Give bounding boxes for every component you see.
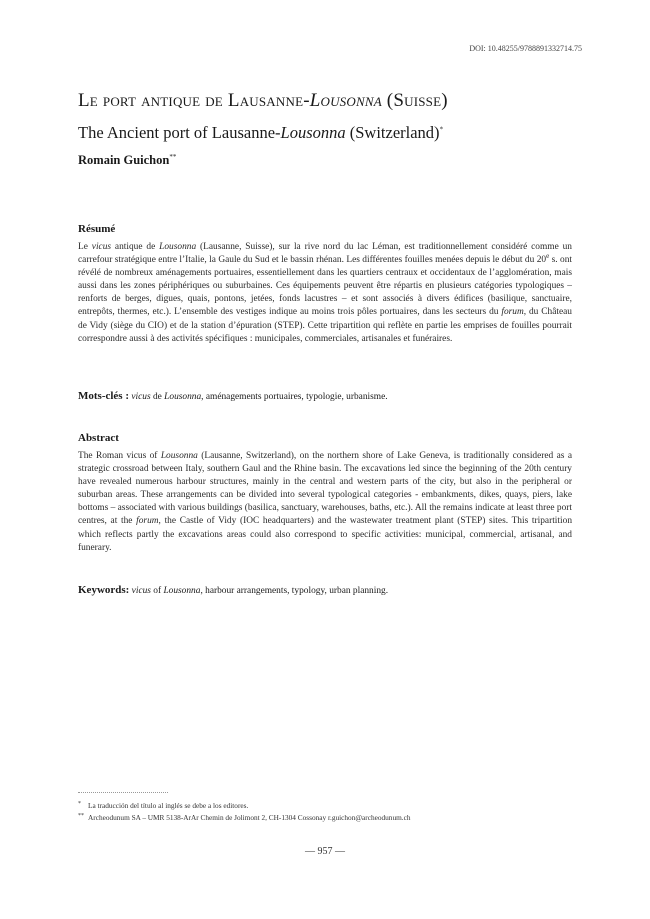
resume-text-1: Le (78, 242, 92, 252)
footnote-1-mark: * (78, 801, 81, 807)
title-french-italic: Lousonna (309, 90, 382, 111)
mots-cles-1: vicus (131, 392, 151, 402)
keywords (78, 584, 572, 598)
abstract-text-4: forum (136, 516, 159, 527)
keywords-3: Lousonna (163, 586, 201, 596)
footnote-2 (78, 813, 410, 822)
mots-cles (78, 390, 572, 404)
title-english (78, 123, 443, 143)
abstract-text-5: , the Castle of Vidy (IOC headquarters) and the wastewater treatment plant (STEP) sites. This tripartition which reflects partly the excavations areas could also correspond to specific activities: municipal, commercial, artisanal, and funerary. (78, 516, 573, 553)
resume-text-4: Lousonna (159, 242, 197, 252)
title-french-part3: (Suisse) (381, 90, 448, 111)
abstract-heading: Abstract (78, 432, 119, 444)
title-footnote-mark: * (439, 125, 444, 134)
abstract-text-2: Lousonna (160, 451, 198, 461)
resume-heading: Résumé (78, 223, 116, 235)
resume-text-2: vicus (91, 242, 112, 252)
footnote-1 (78, 801, 248, 810)
footnote-1-text: La traducción del título al inglés se debe a los editores. (88, 801, 249, 810)
resume-text-7: s. ont révélé de nombreux aménagements portuaires, essentiellement dans les quartiers centraux et occidentaux de l’agglomération, mais aussi dans les zones périphériques ou suburbaines. Ces équipements peuvent être répartis en plusieurs catégories typologiques – renforts de berges, digues, quais, pontons, jetées, fonds lacustres – et sont associés à divers édifices (basilique, sanctuaire, entrepôts, thermes, etc.). L’ensemble des vestiges indique au moins trois pôles portuaires, dans les secteurs du (78, 255, 572, 318)
abstract-text-3: (Lausanne, Switzerland), on the northern shore of Lake Geneva, is traditionally considered as a strategic crossroad between Italy, southern Gaul and the Rhine basin. The excavations led since the beginning of the 20th century have revealed numerous harbour structures, mainly in the central and western parts of the city, but also in the peripheral or suburban areas. These arrangements can be divided into several typological categories - embankments, dikes, quays, piers, lake bottoms – associated with various buildings (basilica, sanctuary, warehouses, baths, etc.). All the remains indicate at least three port centres, at the (78, 451, 572, 527)
keywords-label: Keywords: (78, 584, 130, 596)
mots-cles-label: Mots-clés : (78, 390, 130, 402)
title-english-part1: The Ancient port of Lausanne- (78, 123, 281, 142)
keywords-4: , harbour arrangements, typology, urban planning. (200, 586, 389, 596)
author-name: Romain Guichon (78, 153, 170, 167)
resume-text-3: antique de (111, 242, 160, 252)
title-english-part3: (Switzerland) (345, 123, 440, 142)
keywords-2: of (150, 586, 164, 596)
title-french (78, 90, 448, 112)
title-english-italic: Lousonna (280, 123, 346, 142)
mots-cles-3: Lousonna (164, 392, 202, 402)
keywords-1: vicus (131, 586, 151, 596)
resume-text (78, 241, 572, 346)
resume-text-6: e (546, 251, 550, 260)
abstract-text-1: The Roman vicus of (78, 451, 161, 461)
footnote-2-text: Archeodunum SA – UMR 5138-ArAr Chemin de Jolimont 2, CH-1304 Cossonay r.guichon@archeodunum.ch (88, 813, 411, 822)
resume-text-9: , du Château de Vidy (siège du CIO) et de la station d’épuration (STEP). Cette tripartition qui reflète en partie les emprises de fouilles pourrait correspondre aussi à des activités spécifiques : municipales, commerciales, artisanales et funéraires. (78, 307, 572, 344)
title-french-part1: Le port antique de Lausanne- (78, 90, 310, 111)
doi: DOI: 10.48255/9788891332714.75 (469, 44, 582, 53)
resume-text-5: (Lausanne, Suisse), sur la rive nord du lac Léman, est traditionnellement considéré comme un carrefour stratégique entre l’Italie, la Gaule du Sud et le bassin rhénan. Les différentes fouilles menées depuis le début du 20 (78, 242, 572, 266)
author-footnote-mark: ** (169, 152, 177, 161)
abstract-text (78, 450, 572, 555)
mots-cles-4: , aménagements portuaires, typologie, urbanisme. (201, 392, 388, 402)
page-number: — 957 — (305, 846, 345, 857)
footnote-2-mark: ** (78, 813, 84, 819)
author (78, 153, 176, 168)
resume-text-8: forum (501, 307, 524, 318)
footnote-separator (78, 792, 168, 793)
mots-cles-2: de (150, 392, 165, 402)
